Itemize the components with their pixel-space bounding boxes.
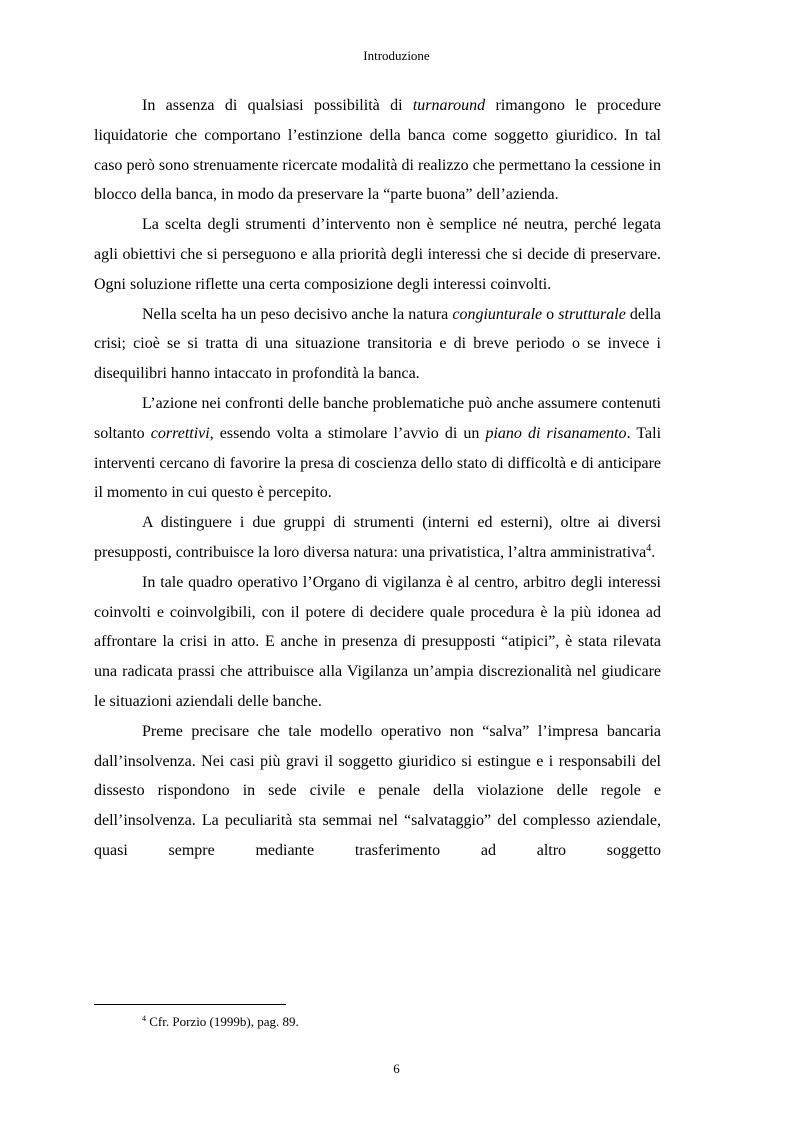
- paragraph: [94, 300, 661, 389]
- running-header: Introduzione: [363, 48, 430, 63]
- footnote-text: Cfr. Porzio (1999b), pag. 89.: [146, 1014, 299, 1029]
- paragraph-text: , essendo volta a stimolare l’avvio di un: [209, 424, 486, 442]
- paragraph: [94, 717, 661, 866]
- paragraph: [94, 91, 661, 210]
- paragraph-text: La scelta degli strumenti d’intervento non è semplice né neutra, perché legata agli obiettivi che si perseguono e alla priorità degli interessi che si decide di preservare. Ogni soluzione riflette una certa composizione degli interessi coinvolti.: [94, 216, 661, 293]
- italic-text: strutturale: [558, 305, 626, 323]
- body-text: [94, 91, 661, 866]
- paragraph-text: rimangono le procedure liquidatorie che comportano l’estinzione della banca come soggetto giuridico. In tal caso però sono strenuamente ricercate modalità di realizzo che permettano la cessione in blocco della banca, in modo da preservare la “parte buona” dell’azienda.: [94, 97, 662, 204]
- italic-text: turnaround: [412, 97, 486, 114]
- page-number: 6: [393, 1061, 400, 1076]
- paragraph-text: L’azione nei confronti delle banche problematiche può anche assumere contenuti soltanto: [94, 394, 661, 442]
- footnote-reference: 4: [646, 542, 652, 554]
- paragraph-text: . Tali interventi cercano di favorire la presa di coscienza dello stato di difficoltà e di anticipare il momento in cui questo è percepito.: [94, 424, 662, 502]
- footnote: [142, 1013, 299, 1031]
- footnote-separator: [94, 1004, 286, 1005]
- paragraph-text: In tale quadro operativo l’Organo di vigilanza è al centro, arbitro degli interessi coinvolti e coinvolgibili, con il potere di decidere quale procedura è la più idonea ad affrontare la crisi in atto. E anche in presenza di presupposti “atipici”, è stata rilevata una radicata prassi che attribuisce alla Vigilanza un’ampia discrezionalità nel giudicare le situazioni aziendali delle banche.: [94, 573, 661, 710]
- paragraph-text: o: [542, 305, 559, 323]
- italic-text: correttivi: [150, 424, 210, 442]
- paragraph-text: della crisi; cioè se si tratta di una situazione transitoria e di breve periodo o se invece i disequilibri hanno intaccato in profondità la banca.: [94, 305, 661, 383]
- paragraph-text: Preme precisare che tale modello operativo non “salva” l’impresa bancaria dall’insolvenza. Nei casi più gravi il soggetto giuridico si estingue e i responsabili del dissesto rispondono in sede civile e penale della violazione delle regole e dell’insolvenza. La peculiarità sta semmai nel “salvataggio” del complesso aziendale, quasi sempre mediante trasferimento ad altro soggetto: [94, 722, 661, 859]
- footnote-marker: 4: [142, 1014, 146, 1023]
- paragraph-text: In assenza di qualsiasi possibilità di: [142, 97, 413, 114]
- paragraph-text: .: [651, 543, 656, 561]
- paragraph: [94, 568, 661, 717]
- paragraph: [94, 508, 661, 568]
- paragraph: [94, 210, 661, 299]
- paragraph-text: A distinguere i due gruppi di strumenti (interni ed esterni), oltre ai diversi presupposti, contribuisce la loro diversa natura: una privatistica, l’altra amministrativa: [94, 514, 661, 561]
- paragraph: [94, 389, 661, 508]
- italic-text: congiunturale: [452, 305, 543, 323]
- paragraph-text: Nella scelta ha un peso decisivo anche la natura: [142, 305, 453, 323]
- italic-text: piano di risanamento: [485, 424, 627, 442]
